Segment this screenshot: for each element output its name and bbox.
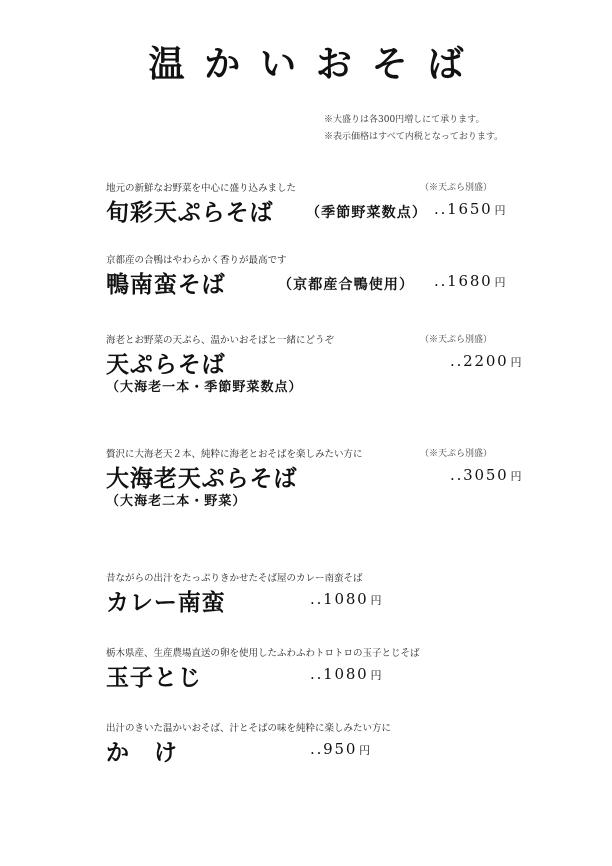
menu-item-kamo-nanban-soba <box>0 252 612 342</box>
item-description: 贅沢に大海老天２本、純粋に海老とおそばを楽しみたい方に <box>106 449 363 460</box>
yen-unit: 円 <box>370 594 382 607</box>
price-value: ..1680 <box>434 272 493 290</box>
item-name: 玉子とじ <box>106 664 202 691</box>
yen-unit: 円 <box>510 356 522 369</box>
item-description: 京都産の合鴨はやわらかく香りが最高です <box>106 255 287 266</box>
item-name: カレー南蛮 <box>106 589 226 616</box>
menu-item-kake <box>0 720 612 810</box>
item-detail: （京都産合鴨使用） <box>278 277 415 293</box>
price-value: ..950 <box>310 740 358 758</box>
item-description: 出汁のきいた温かいおそば、汁とそばの味を純粋に楽しみたい方に <box>106 723 392 734</box>
page-title: 温かいおそば <box>148 43 484 85</box>
yen-unit: 円 <box>494 204 506 217</box>
item-name: 大海老天ぷらそば <box>106 465 298 492</box>
item-name: 鴨南蛮そば <box>106 271 226 298</box>
item-price <box>450 466 522 484</box>
item-description: 昔ながらの出汁をたっぷりきかせたそば屋のカレー南蛮そば <box>106 573 363 584</box>
item-price <box>310 590 382 608</box>
yen-unit: 円 <box>510 470 522 483</box>
item-note: （※天ぷら別盛） <box>420 335 493 345</box>
yen-unit: 円 <box>494 276 506 289</box>
item-description: 海老とお野菜の天ぷら、温かいおそばと一緒にどうぞ <box>106 335 335 346</box>
item-note: （※天ぷら別盛） <box>420 183 493 193</box>
price-value: ..1080 <box>310 590 369 608</box>
note-large-portion: ※大盛りは各300円増しにて承ります。 <box>324 115 485 125</box>
item-name: か け <box>106 739 178 766</box>
item-subdetail: （大海老二本・野菜） <box>106 494 247 509</box>
price-value: ..1650 <box>434 200 493 218</box>
item-detail: （季節野菜数点） <box>306 205 427 221</box>
yen-unit: 円 <box>370 669 382 682</box>
price-value: ..1080 <box>310 665 369 683</box>
item-price <box>434 272 506 290</box>
item-note: （※天ぷら別盛） <box>420 449 493 459</box>
menu-item-tempura-soba <box>0 332 612 422</box>
item-description: 栃木県産、生産農場直送の卵を使用したふわふわトロトロの玉子とじそば <box>106 648 420 659</box>
item-price <box>310 740 370 758</box>
item-price <box>310 665 382 683</box>
item-description: 地元の新鮮なお野菜を中心に盛り込みました <box>106 183 297 194</box>
item-price <box>434 200 506 218</box>
price-value: ..2200 <box>450 352 509 370</box>
menu-item-oebi-tempura-soba <box>0 446 612 536</box>
item-price <box>450 352 522 370</box>
price-value: ..3050 <box>450 466 509 484</box>
notes <box>324 112 503 146</box>
item-subdetail: （大海老一本・季節野菜数点） <box>106 380 303 395</box>
item-name: 旬彩天ぷらそば <box>106 199 274 226</box>
item-name: 天ぷらそば <box>106 351 226 378</box>
note-tax-included: ※表示価格はすべて内税となっております。 <box>324 132 504 142</box>
yen-unit: 円 <box>359 744 371 757</box>
